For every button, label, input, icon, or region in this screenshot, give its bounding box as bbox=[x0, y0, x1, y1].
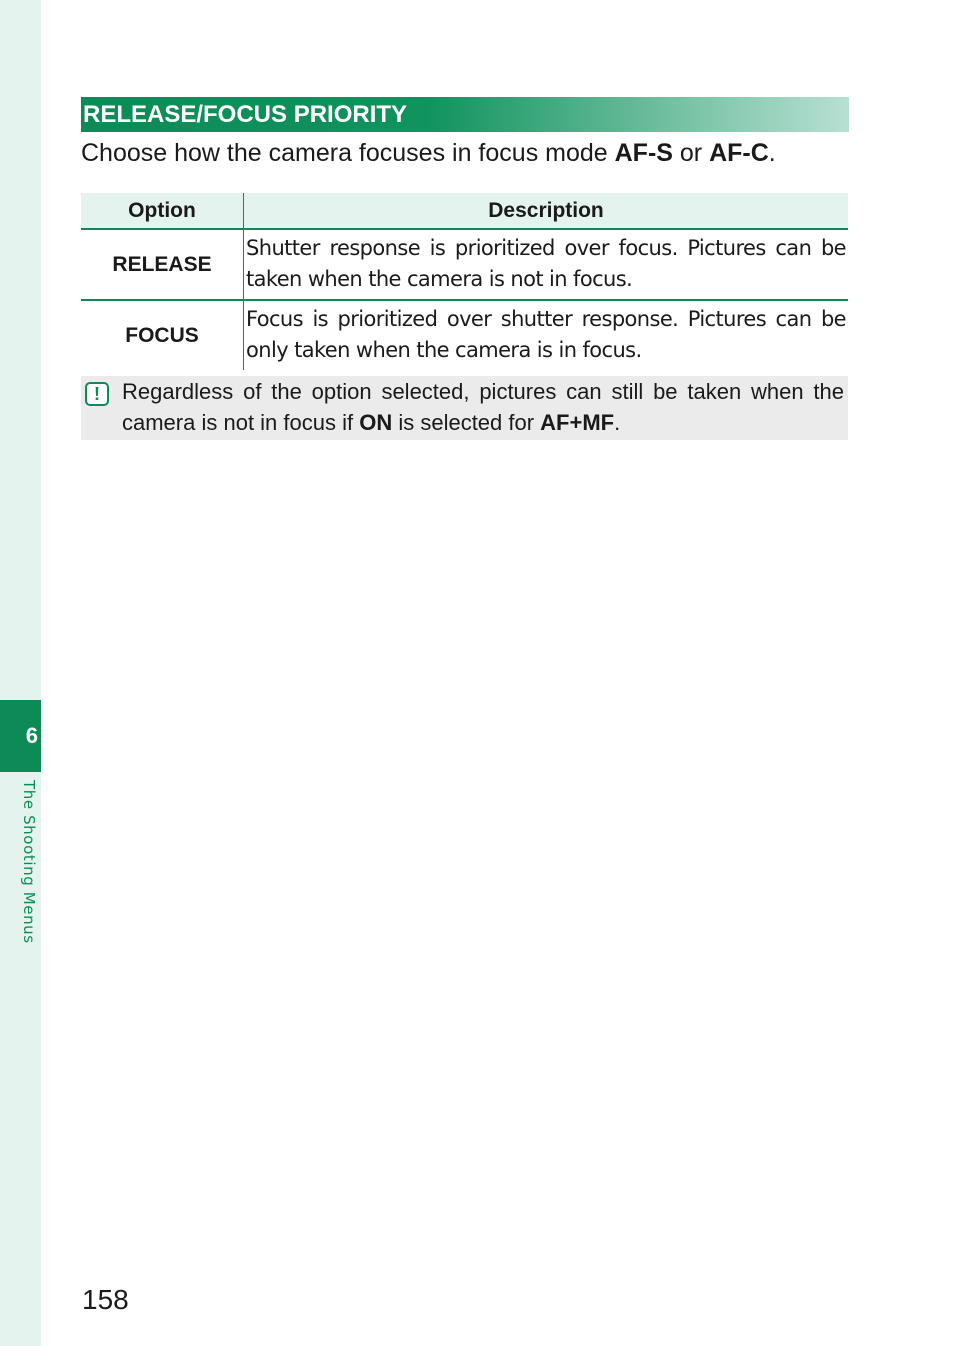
header-description: Description bbox=[244, 193, 849, 229]
intro-text-after: . bbox=[768, 139, 776, 167]
note-text-middle: is selected for bbox=[392, 410, 541, 435]
note-text-after: . bbox=[614, 410, 621, 435]
page-number: 158 bbox=[82, 1284, 129, 1315]
note-value-on: ON bbox=[359, 410, 393, 435]
intro-text-before: Choose how the camera focuses in focus mode bbox=[81, 139, 615, 167]
table-header-row bbox=[81, 193, 848, 229]
note-text bbox=[122, 376, 844, 438]
chapter-number: 6 bbox=[25, 723, 38, 748]
note-setting-afmf: AF+MF bbox=[540, 410, 615, 435]
note-text-before: Regardless of the option selected, pictures can still be taken when the camera is not in focus if bbox=[122, 379, 844, 435]
caution-icon bbox=[85, 382, 109, 406]
table-row bbox=[81, 300, 848, 370]
chapter-label: The Shooting Menus bbox=[20, 780, 38, 944]
section-title: RELEASE/FOCUS PRIORITY bbox=[83, 100, 408, 128]
intro-text-middle: or bbox=[672, 139, 710, 167]
option-release: RELEASE bbox=[81, 229, 244, 300]
description-focus: Focus is prioritized over shutter response. Pictures can be only taken when the camera is in focus. bbox=[244, 300, 849, 370]
focus-mode-afc: AF-C bbox=[709, 139, 769, 167]
option-focus: FOCUS bbox=[81, 300, 244, 370]
description-release: Shutter response is prioritized over focus. Pictures can be taken when the camera is not in focus. bbox=[244, 229, 849, 300]
intro-paragraph bbox=[81, 139, 861, 168]
section-heading-bar bbox=[81, 97, 849, 132]
caution-note bbox=[81, 376, 848, 440]
table-row bbox=[81, 229, 848, 300]
chapter-tab bbox=[0, 700, 41, 772]
options-table bbox=[81, 193, 848, 370]
caution-icon-glyph: ! bbox=[94, 384, 100, 404]
sidebar-strip bbox=[0, 0, 41, 1346]
focus-mode-afs: AF-S bbox=[614, 139, 673, 167]
header-option: Option bbox=[81, 193, 244, 229]
